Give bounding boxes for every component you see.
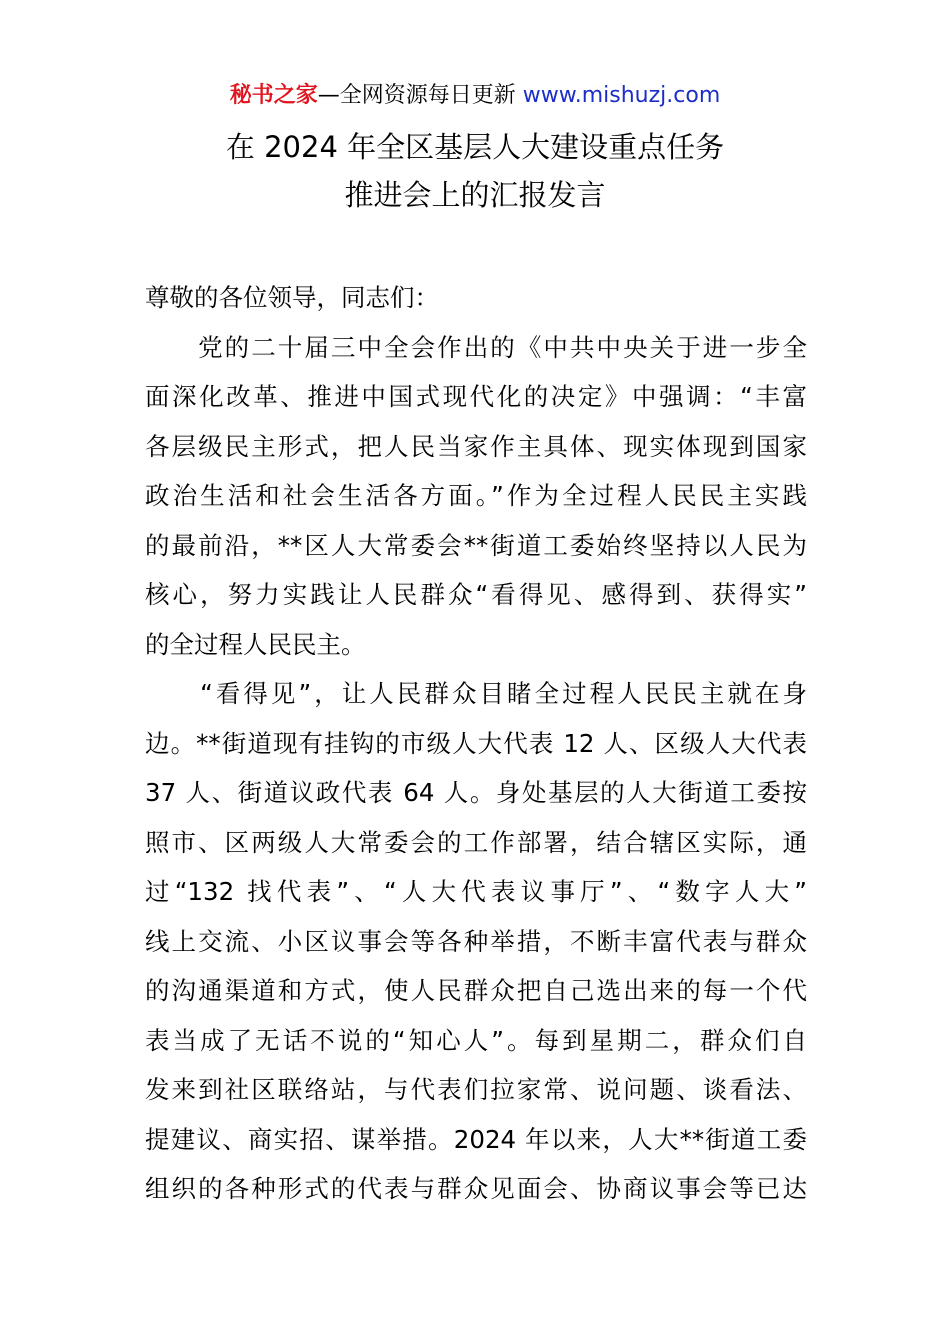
site-url-link[interactable]: www.mishuzj.com (522, 83, 721, 108)
body-line: 的最前沿，**区人大常委会**街道工委始终坚持以人民为 (145, 530, 807, 560)
body-line: 过“132 找代表”、“人大代表议事厅”、“数字人大” (145, 877, 807, 906)
site-tagline: —全网资源每日更新 (317, 83, 516, 108)
body-line: 边。**街道现有挂钩的市级人大代表 12 人、区级人大代表 (145, 728, 807, 758)
body-line: 提建议、商实招、谋举措。2024 年以来，人大**街道工委 (145, 1124, 807, 1154)
site-header (0, 82, 950, 110)
body-line: 的全过程人民民主。 (145, 629, 366, 659)
body-line: 面深化改革、推进中国式现代化的决定》中强调：“丰富 (145, 382, 807, 411)
body-line: 核心，努力实践让人民群众“看得见、感得到、获得实” (145, 580, 807, 609)
body-line: 线上交流、小区议事会等各种举措，不断丰富代表与群众 (145, 926, 807, 956)
body-line: 37 人、街道议政代表 64 人。身处基层的人大街道工委按 (145, 778, 807, 807)
document-body (145, 273, 807, 1214)
body-line: 党的二十届三中全会作出的《中共中央关于进一步全 (145, 332, 807, 362)
body-line: 发来到社区联络站，与代表们拉家常、说问题、谈看法、 (145, 1075, 807, 1104)
body-line: 照市、区两级人大常委会的工作部署，结合辖区实际，通 (145, 827, 807, 857)
document-title-line-1: 在 2024 年全区基层人大建设重点任务 (225, 130, 725, 164)
document-title-line-2: 推进会上的汇报发言 (344, 178, 606, 212)
body-line: 表当成了无话不说的“知心人”。每到星期二，群众们自 (145, 1025, 807, 1055)
salutation: 尊敬的各位领导，同志们： (145, 283, 439, 312)
body-line: 的沟通渠道和方式，使人民群众把自己选出来的每一个代 (145, 976, 807, 1005)
body-line: 政治生活和社会生活各方面。”作为全过程人民民主实践 (145, 481, 807, 510)
body-line: 组织的各种形式的代表与群众见面会、协商议事会等已达 (145, 1174, 807, 1203)
site-name: 秘书之家 (229, 83, 318, 108)
body-line: “看得见”，让人民群众目睹全过程人民民主就在身 (145, 679, 807, 708)
body-line: 各层级民主形式，把人民当家作主具体、现实体现到国家 (145, 431, 807, 461)
